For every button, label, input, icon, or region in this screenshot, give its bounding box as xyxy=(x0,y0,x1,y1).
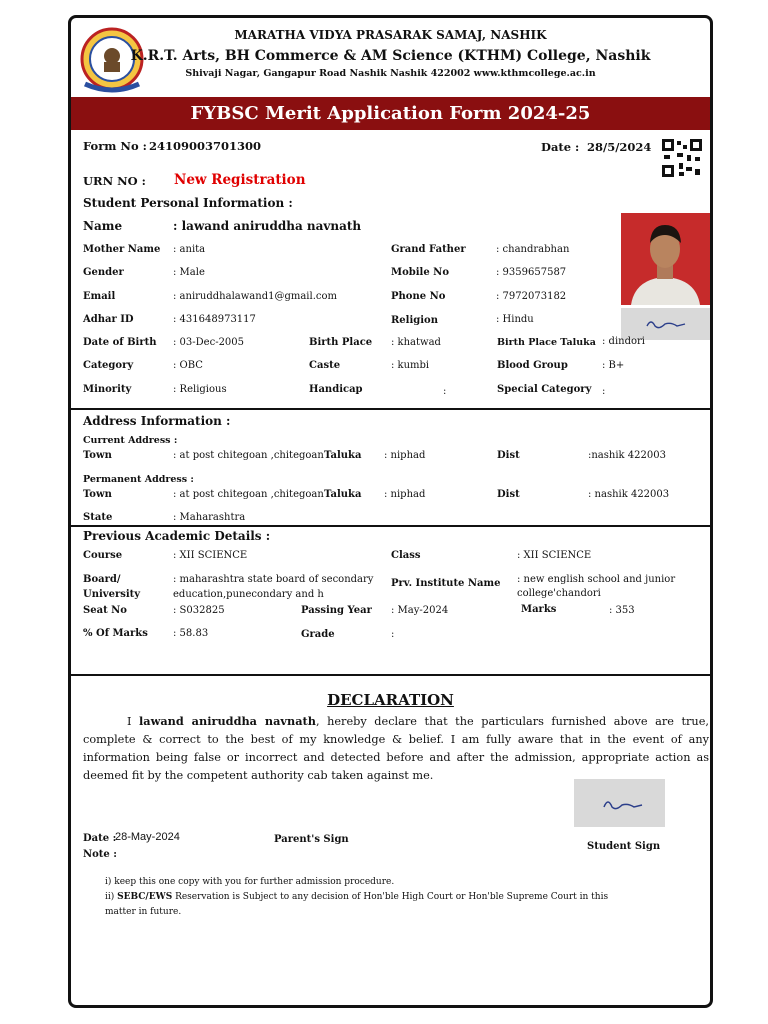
minority-label: Minority xyxy=(83,384,132,395)
category-value: : OBC xyxy=(173,360,203,371)
mother-name-label: Mother Name xyxy=(83,244,161,255)
prv-institute-value-line2: college'chandori xyxy=(517,588,601,599)
board-value-line1: : maharashtra state board of secondary xyxy=(173,574,374,585)
declaration-prefix: I xyxy=(127,715,140,728)
blood-group-value: : B+ xyxy=(602,360,625,371)
current-taluka-value: : niphad xyxy=(384,450,426,461)
student-signature-image xyxy=(574,779,665,827)
declaration-text xyxy=(83,712,709,785)
mother-name-value: : anita xyxy=(173,244,206,255)
college-name: K.R.T. Arts, BH Commerce & AM Science (KTHM) College, Nashik xyxy=(130,48,651,64)
note-item-2-continued: matter in future. xyxy=(105,907,182,917)
permanent-dist-value: : nashik 422003 xyxy=(588,489,670,500)
student-sign-label: Student Sign xyxy=(587,841,661,852)
course-label: Course xyxy=(83,550,123,561)
birth-place-value: : khatwad xyxy=(391,337,441,348)
personal-info-heading: Student Personal Information : xyxy=(83,196,293,210)
permanent-town-label: Town xyxy=(83,489,112,500)
permanent-dist-label: Dist xyxy=(497,489,520,500)
date-value: 28/5/2024 xyxy=(587,140,652,154)
percent-marks-value: : 58.83 xyxy=(173,628,209,639)
seat-no-label: Seat No xyxy=(83,605,127,616)
form-no-value: 24109003701300 xyxy=(149,139,262,153)
qr-code-icon xyxy=(662,139,702,177)
academic-details-heading: Previous Academic Details : xyxy=(83,529,271,543)
note-item-2-prefix: ii) xyxy=(105,892,118,902)
class-label: Class xyxy=(391,550,421,561)
grand-father-value: : chandrabhan xyxy=(496,244,570,255)
grand-father-label: Grand Father xyxy=(391,244,466,255)
name-value: : lawand aniruddha navnath xyxy=(173,219,362,233)
board-label: Board/ xyxy=(83,574,121,585)
current-town-value: : at post chitegoan ,chitegoan xyxy=(173,450,324,461)
caste-label: Caste xyxy=(309,360,341,371)
urn-value: New Registration xyxy=(174,172,306,188)
phone-no-value: : 7972073182 xyxy=(496,291,567,302)
handicap-value: : xyxy=(443,386,447,397)
divider xyxy=(71,525,710,527)
declaration-date-label: Date : xyxy=(83,833,117,844)
university-label: University xyxy=(83,589,141,600)
org-name: MARATHA VIDYA PRASARAK SAMAJ, NASHIK xyxy=(234,28,547,42)
grade-label: Grade xyxy=(301,629,335,640)
religion-label: Religion xyxy=(391,315,439,326)
permanent-address-label: Permanent Address : xyxy=(83,474,194,485)
course-value: : XII SCIENCE xyxy=(173,550,248,561)
birth-place-taluka-value: : dindori xyxy=(602,336,645,347)
note-item-1: i) keep this one copy with you for further admission procedure. xyxy=(105,877,395,887)
class-value: : XII SCIENCE xyxy=(517,550,592,561)
handicap-label: Handicap xyxy=(309,384,363,395)
note-label: Note : xyxy=(83,849,117,860)
form-no-label: Form No : xyxy=(83,139,147,153)
religion-value: : Hindu xyxy=(496,314,534,325)
email-value: : aniruddhalawand1@gmail.com xyxy=(173,291,337,302)
minority-value: : Religious xyxy=(173,384,227,395)
board-value-line2: education,punecondary and h xyxy=(173,589,324,600)
current-address-label: Current Address : xyxy=(83,435,178,446)
birth-place-taluka-label: Birth Place Taluka xyxy=(497,337,596,348)
special-category-label: Special Category xyxy=(497,384,592,395)
divider xyxy=(71,674,710,676)
blood-group-label: Blood Group xyxy=(497,360,568,371)
current-town-label: Town xyxy=(83,450,112,461)
mobile-no-value: : 9359657587 xyxy=(496,267,567,278)
permanent-taluka-label: Taluka xyxy=(324,489,362,500)
date-label: Date : xyxy=(541,140,580,154)
dob-label: Date of Birth xyxy=(83,337,157,348)
special-category-value: : xyxy=(602,386,606,397)
grade-value: : xyxy=(391,629,395,640)
marks-label: Marks xyxy=(521,604,557,615)
note-item-2-bold: SEBC/EWS xyxy=(117,892,173,902)
note-item-2-text: Reservation is Subject to any decision of Hon'ble High Court or Hon'ble Supreme Court in this xyxy=(172,892,609,902)
application-form xyxy=(68,15,713,1008)
permanent-town-value: : at post chitegoan ,chitegoan xyxy=(173,489,324,500)
gender-label: Gender xyxy=(83,267,124,278)
form-title: FYBSC Merit Application Form 2024-25 xyxy=(71,97,710,130)
declaration-heading: DECLARATION xyxy=(327,691,454,709)
current-dist-value: :nashik 422003 xyxy=(588,450,666,461)
dob-value: : 03-Dec-2005 xyxy=(173,337,245,348)
prv-institute-label: Prv. Institute Name xyxy=(391,578,501,589)
declaration-date-value: 28-May-2024 xyxy=(115,831,180,843)
name-label: Name xyxy=(83,219,123,233)
parents-sign-label: Parent's Sign xyxy=(274,834,349,845)
current-dist-label: Dist xyxy=(497,450,520,461)
college-address: Shivaji Nagar, Gangapur Road Nashik Nashik 422002 www.kthmcollege.ac.in xyxy=(185,68,596,79)
passing-year-value: : May-2024 xyxy=(391,605,449,616)
phone-no-label: Phone No xyxy=(391,291,446,302)
urn-label: URN NO : xyxy=(83,174,146,188)
permanent-taluka-value: : niphad xyxy=(384,489,426,500)
prv-institute-value-line1: : new english school and junior xyxy=(517,574,676,585)
declarant-name: lawand aniruddha navnath xyxy=(139,714,316,728)
birth-place-label: Birth Place xyxy=(309,337,373,348)
note-item-2 xyxy=(105,892,608,902)
state-label: State xyxy=(83,512,113,523)
adhar-id-label: Adhar ID xyxy=(83,314,134,325)
adhar-id-value: : 431648973117 xyxy=(173,314,256,325)
category-label: Category xyxy=(83,360,134,371)
mobile-no-label: Mobile No xyxy=(391,267,449,278)
address-info-heading: Address Information : xyxy=(83,414,231,428)
percent-marks-label: % Of Marks xyxy=(83,628,148,639)
student-photo xyxy=(621,213,710,305)
marks-value: : 353 xyxy=(609,605,635,616)
email-label: Email xyxy=(83,291,116,302)
divider xyxy=(71,408,710,410)
gender-value: : Male xyxy=(173,267,205,278)
caste-value: : kumbi xyxy=(391,360,430,371)
declaration-body: , hereby declare that the particulars furnished above are true, complete & correct to the best of my knowledge & belief. I am fully aware that in the event of any information being false or incorrect and detected before and after the admission, appropriate action as deemed fit by the competent authority cab taken against me. xyxy=(83,715,709,782)
state-value: : Maharashtra xyxy=(173,512,246,523)
passing-year-label: Passing Year xyxy=(301,605,372,616)
current-taluka-label: Taluka xyxy=(324,450,362,461)
seat-no-value: : S032825 xyxy=(173,605,225,616)
